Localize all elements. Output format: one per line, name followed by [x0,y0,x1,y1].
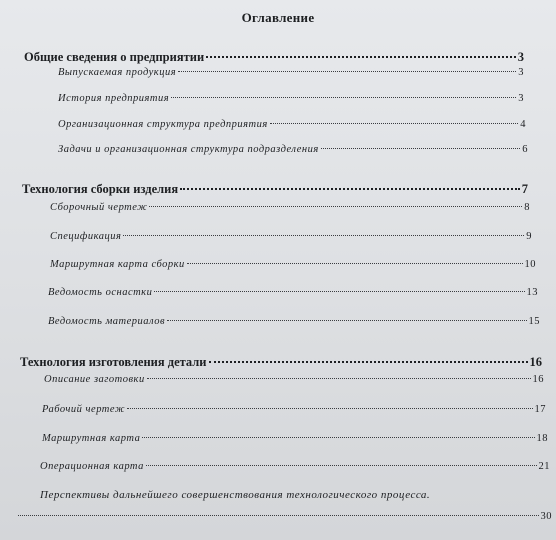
toc-item [58,144,528,155]
toc-item-label: Ведомость материалов [48,316,166,327]
dot-leader [270,123,519,124]
toc-page-number: 6 [522,144,528,155]
toc-page-number: 8 [524,202,530,213]
toc-page-number: 7 [521,182,528,196]
toc-page-number: 16 [529,355,542,369]
toc-page-number: 15 [528,316,540,327]
toc-item-label: Выпускаемая продукция [58,67,177,78]
dot-leader [18,515,539,516]
toc-section-label: Технология сборки изделия [22,182,179,196]
toc-page-number: 4 [520,119,526,130]
dot-leader [167,320,526,321]
toc-item-label: Рабочий чертеж [42,404,126,415]
toc-page-number: 17 [534,404,546,415]
toc-item [48,316,540,327]
toc-page-number: 18 [536,433,548,444]
toc-section-label: Технология изготовления детали [20,355,207,369]
toc-item-label: Перспективы дальнейшего совершенствования технологического процесса. [40,489,431,501]
toc-item-label: Сборочный чертеж [50,202,148,213]
dot-leader [142,437,534,438]
toc-item-label: Спецификация [50,231,122,242]
toc-item [50,202,530,213]
toc-page-number: 3 [518,93,524,104]
toc-page-number: 21 [538,461,550,472]
toc-section-general [24,50,524,65]
toc-item-label: Маршрутная карта сборки [50,259,185,270]
toc-page-number: 30 [540,511,552,522]
toc-page-number: 3 [517,50,524,64]
toc-page-number: 16 [532,374,544,385]
dot-leader [206,56,516,58]
toc-item [58,93,524,104]
toc-item-label: Описание заготовки [44,374,145,385]
toc-item-label: Маршрутная карта [42,433,141,444]
toc-item [58,119,526,130]
toc-page-number: 9 [526,231,532,242]
dot-leader [147,378,531,379]
dot-leader [127,408,532,409]
toc-page-number: 10 [524,259,536,270]
toc-section-label: Общие сведения о предприятии [24,50,205,64]
toc-item [48,287,538,298]
dot-leader [209,361,528,363]
toc-item-label: Операционная карта [40,461,144,472]
toc-item-label: Задачи и организационная структура подразделения [58,144,319,155]
toc-section-part [20,355,542,370]
dot-leader [180,188,520,190]
toc-item-label: Организационная структура предприятия [58,119,268,130]
toc-item [42,433,548,444]
toc-item [44,374,544,385]
toc-page-number: 13 [526,287,538,298]
toc-item [58,67,524,78]
toc-page-number: 3 [518,67,524,78]
dot-leader [171,97,516,98]
dot-leader [321,148,520,149]
dot-leader [146,465,537,466]
toc-item [50,259,536,270]
dot-leader [149,206,522,207]
toc-item-label: История предприятия [58,93,170,104]
toc-item [40,461,550,472]
dot-leader [123,235,524,236]
toc-item-label: Ведомость оснастки [48,287,153,298]
toc-section-assembly [22,182,528,197]
dot-leader [187,263,523,264]
toc-title: Оглавление [241,10,315,25]
dot-leader [178,71,516,72]
toc-item [50,231,532,242]
toc-item [42,404,546,415]
dot-leader [154,291,524,292]
toc-item [18,511,552,522]
